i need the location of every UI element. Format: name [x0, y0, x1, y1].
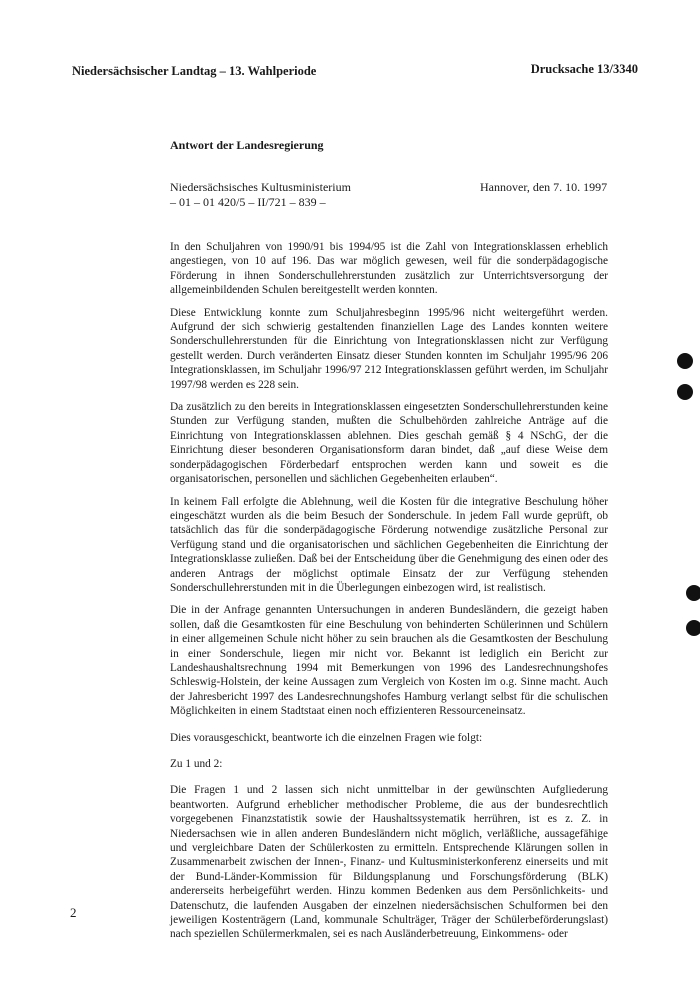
reference-number: – 01 – 01 420/5 – II/721 – 839 – [170, 195, 326, 209]
page-number: 2 [70, 905, 77, 920]
section-heading: Zu 1 und 2: [170, 758, 223, 770]
answer-heading: Antwort der Landesregierung [170, 138, 324, 152]
paragraph: In den Schuljahren von 1990/91 bis 1994/95 ist die Zahl von Integrationsklassen erheblich angestiegen, von 10 auf 196. Das war möglich gewesen, weil für die sonderpädagogische Förderung in ihnen Sonderschullehrerstunden zusätzlich zur Unterrichtsversorgung der allgemeinbildenden Schulen bereitgestellt werden konnten. [170, 241, 608, 297]
punch-hole [686, 620, 700, 636]
body-text [170, 240, 608, 950]
punch-hole [677, 384, 693, 400]
paragraph: Die Fragen 1 und 2 lassen sich nicht unmittelbar in der gewünschten Aufgliederung beantworten. Aufgrund erheblicher methodischer Probleme, die aus der bundesrechtlich vorgegebenen Finanzstatistik sowie der Haushaltssystematik herrühren, ist es z. Z. in Niedersachsen wie in allen anderen Bundesländern nicht möglich, verläßliche, aussagefähige und vergleichbare Daten der Schülerkosten zu ermitteln. Entsprechende Klärungen sollen in Zusammenarbeit zwischen der Innen-, Finanz- und Kultusministerkonferenz einerseits und mit der Bund-Länder-Kommission für Bildungsplanung und Forschungsförderung (BLK) andererseits herbeigeführt werden. Hinzu kommen Bedenken aus dem Persönlichkeits- und Datenschutz, die laufenden Ausgaben der einzelnen niedersächsischen Schulformen bei den jeweiligen Kostenträgern (Land, kommunale Schulträger, Träger der Schülerbeförderungslast) nach speziellen Schülermerkmalen, sei es nach Ausländerbetreuung, Einkommens- oder [170, 784, 608, 941]
paragraph: Da zusätzlich zu den bereits in Integrationsklassen eingesetzten Sonderschullehrerstunden keine Stunden zur Verfügung standen, mußten die Schulbehörden zahlreiche Anträge auf die Einrichtung von Integrationsklassen ablehnen. Dies geschah gemäß § 4 NSchG, der die Einrichtung dieser besonderen Organisationsform daran bindet, daß „auf diese Weise dem sonderpädagogischen Förderbedarf entsprochen werden kann und soweit es die organisatorischen, personellen und sächlichen Gegebenheiten erlauben“. [170, 401, 608, 486]
punch-hole [677, 353, 693, 369]
header-title: Niedersächsischer Landtag – 13. Wahlperiode [72, 64, 317, 78]
ministry-name: Niedersächsisches Kultusministerium [170, 180, 351, 194]
paragraph: Die in der Anfrage genannten Untersuchungen in anderen Bundesländern, die gezeigt haben sollen, daß die Gesamtkosten für eine Beschulung von behinderten Schülerinnen und Schülern in einer allgemeinen Schule nicht höher zu sein brauchen als die Gesamtkosten der Beschulung in einer Sonderschule, liegen mir nicht vor. Bekannt ist lediglich ein Bericht zur Landeshaushaltsrechnung 1994 mit Bemerkungen von 1996 des Landesrechnungshofes Schleswig-Holstein, der keine Aussagen zum Vergleich von Kosten im o.g. Sinne macht. Auch der Jahresbericht 1997 des Landesrechnungshofes Hamburg verlangt selbst für die schulischen Möglichkeiten in einem Stadtstaat einen noch effizienteren Ressourceneinsatz. [170, 604, 608, 718]
document-number: Drucksache 13/3340 [530, 62, 638, 76]
paragraph: In keinem Fall erfolgte die Ablehnung, weil die Kosten für die integrative Beschulung höher eingeschätzt wurden als die beim Besuch der Sonderschule. In jedem Fall wurde geprüft, ob tatsächlich das für die sonderpädagogische Förderung notwendige zusätzliche Personal zur Verfügung stand und die organisatorischen und sächlichen Gegebenheiten die Einrichtung der Integrationsklasse zuließen. Daß bei der Entscheidung über die Genehmigung des einen oder des anderen Antrags der möglichst optimale Einsatz der zur Verfügung stehenden Sonderschullehrerstunden mit in die Überlegungen einbezogen wird, ist realistisch. [170, 495, 608, 594]
punch-hole [686, 585, 700, 601]
sender-block [170, 180, 351, 210]
paragraph: Diese Entwicklung konnte zum Schuljahresbeginn 1995/96 nicht weitergeführt werden. Aufgrund der sich schwierig gestaltenden finanziellen Lage des Landes konnten weitere Sonderschullehrerstunden für die Einrichtung von Integrationsklassen nicht zur Verfügung gestellt werden. Durch veränderten Einsatz dieser Stunden konnten im Schuljahr 1995/96 206 Integrationsklassen, im Schuljahr 1996/97 212 Integrationsklassen geführt werden, im Schuljahr 1997/98 werden es 228 sein. [170, 306, 608, 391]
paragraph: Dies vorausgeschickt, beantworte ich die einzelnen Fragen wie folgt: [170, 731, 483, 744]
dateline: Hannover, den 7. 10. 1997 [480, 180, 608, 194]
